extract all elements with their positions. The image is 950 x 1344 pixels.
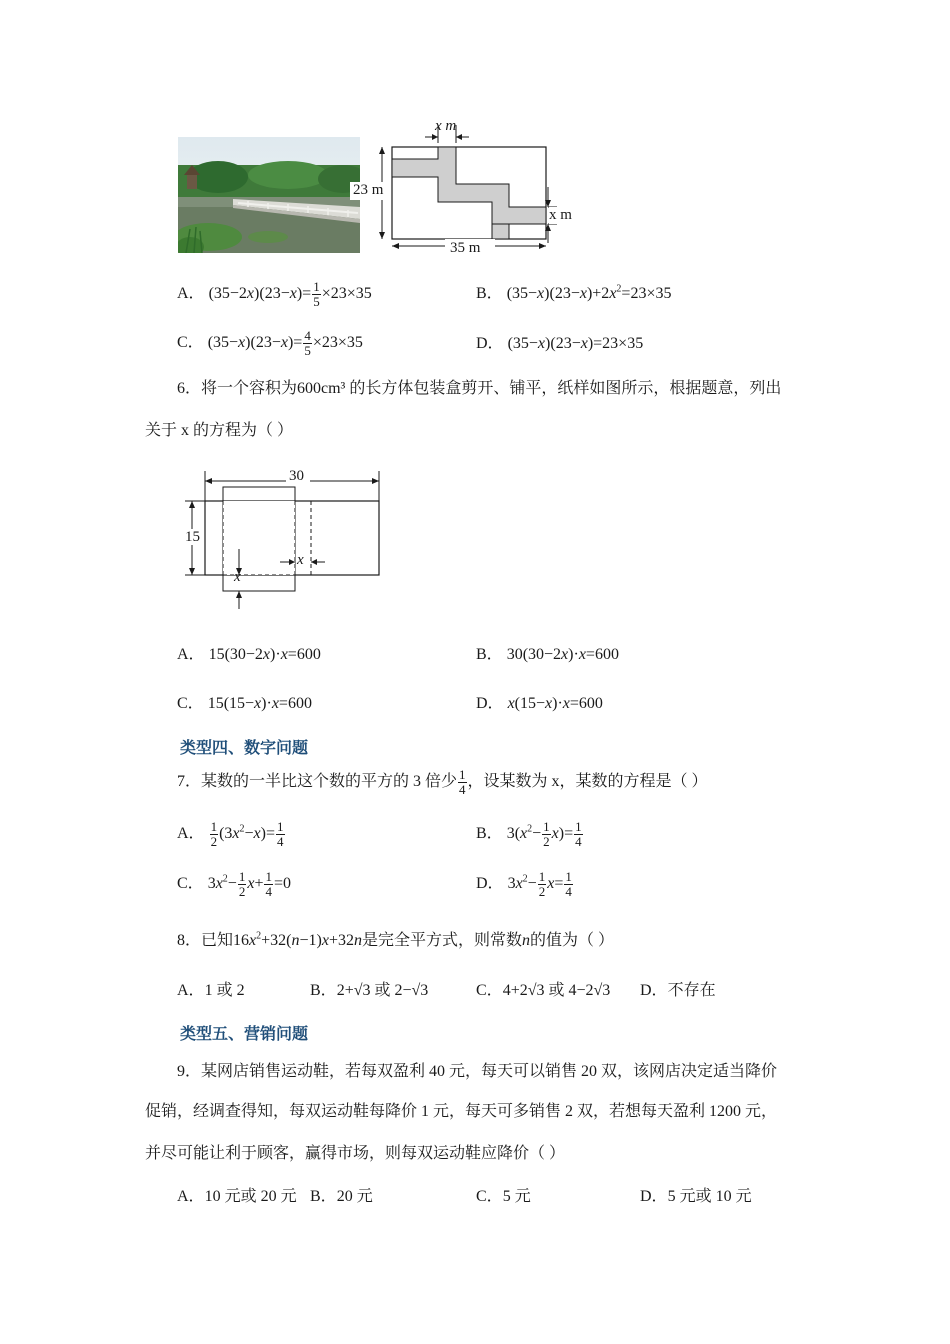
q6-line2: 关于 x 的方程为（ ） [145,422,294,439]
road-bottom-label: 35 m [450,240,481,256]
q7-text: 7．某数的一半比这个数的平方的 3 倍少 $\frac{1}{4}$ ，设某数为 x，某数的方程是（ ） [177,767,708,797]
road-left-label: 23 m [353,182,384,198]
q7-option-d[interactable]: D． $3x^2-$ $\frac{1}{2}$ x= $\frac{1}{4}$ [476,869,572,899]
park-photo [178,137,360,253]
q9-option-d[interactable]: D．5 元或 10 元 [640,1188,752,1205]
road-top-label: x m [435,118,457,134]
q9-option-c[interactable]: C．5 元 [476,1188,531,1205]
q9-option-a[interactable]: A．10 元或 20 元 [177,1188,297,1205]
q8-option-c[interactable]: C．4+2√3 或 4−2√3 [476,982,611,999]
q8-option-d[interactable]: D．不存在 [640,982,716,999]
q8-text: 8．已知$16x^2+32(n-1)x+32n$是完全平方式，则常数n的值为（ ） [177,930,615,949]
q9-option-b[interactable]: B．20 元 [310,1188,373,1205]
q9-line2: 促销，经调查得知，每双运动鞋每降价 1 元，每天可多销售 2 双，若想每天盈利 1200 元， [145,1103,778,1120]
section-heading-5: 类型五、营销问题 [180,1024,309,1043]
q8-option-b[interactable]: B．2+√3 或 2−√3 [310,982,429,999]
q5-option-b[interactable]: B． $(35-x)(23-x)+2x^2=23\times 35$ [476,283,672,302]
q9-line1: 9．某网店销售运动鞋，若每双盈利 40 元，每天可以销售 20 双，该网店决定适当降价 [177,1063,778,1080]
road-diagram [345,115,585,260]
q6-option-c[interactable]: C． 15(15−x)·x=600 [177,695,312,712]
net-x-bottom-label: x [234,569,241,585]
section-heading-4: 类型四、数字问题 [180,738,309,757]
q6-option-a[interactable]: A． 15(30−2x)·x=600 [177,646,321,663]
q5-option-c[interactable]: C． (35−x)(23−x)= $\frac{4}{5}$ ×23×35 [177,328,363,358]
q7-text-after: ，设某数为 x，某数的方程是（ ） [467,773,708,791]
net-x-right-label: x [297,552,304,568]
q6-option-d[interactable]: D． x(15−x)·x=600 [476,695,603,712]
q8-option-a[interactable]: A．1 或 2 [177,982,245,999]
net-top-label: 30 [289,468,304,484]
box-net-diagram [180,465,390,615]
q5-option-d[interactable]: D． (35−x)(23−x)=23×35 [476,335,644,352]
q6-option-b[interactable]: B． 30(30−2x)·x=600 [476,646,619,663]
q9-line3: 并尽可能让利于顾客，赢得市场，则每双运动鞋应降价（ ） [145,1145,566,1162]
net-left-label: 15 [185,529,200,545]
q6-line1: 6．将一个容积为600cm³ 的长方体包装盒剪开、铺平，纸样如图所示，根据题意，列出 [177,380,782,397]
q7-option-a[interactable]: A． $\frac{1}{2}$ $(3x^2-x)=$ $\frac{1}{4}$ [177,819,284,849]
q5-option-a[interactable]: A． (35−2x)(23−x)= $\frac{1}{5}$ ×23×35 [177,279,372,309]
q7-text-before: 7．某数的一半比这个数的平方的 3 倍少 [177,773,458,791]
q7-option-b[interactable]: B． $3(x^2-$ $\frac{1}{2}$ x)= $\frac{1}{4}$ [476,819,582,849]
road-right-label: x m [549,207,572,223]
q7-option-c[interactable]: C． $3x^2-$ $\frac{1}{2}$ x+ $\frac{1}{4}$ =0 [177,869,291,899]
